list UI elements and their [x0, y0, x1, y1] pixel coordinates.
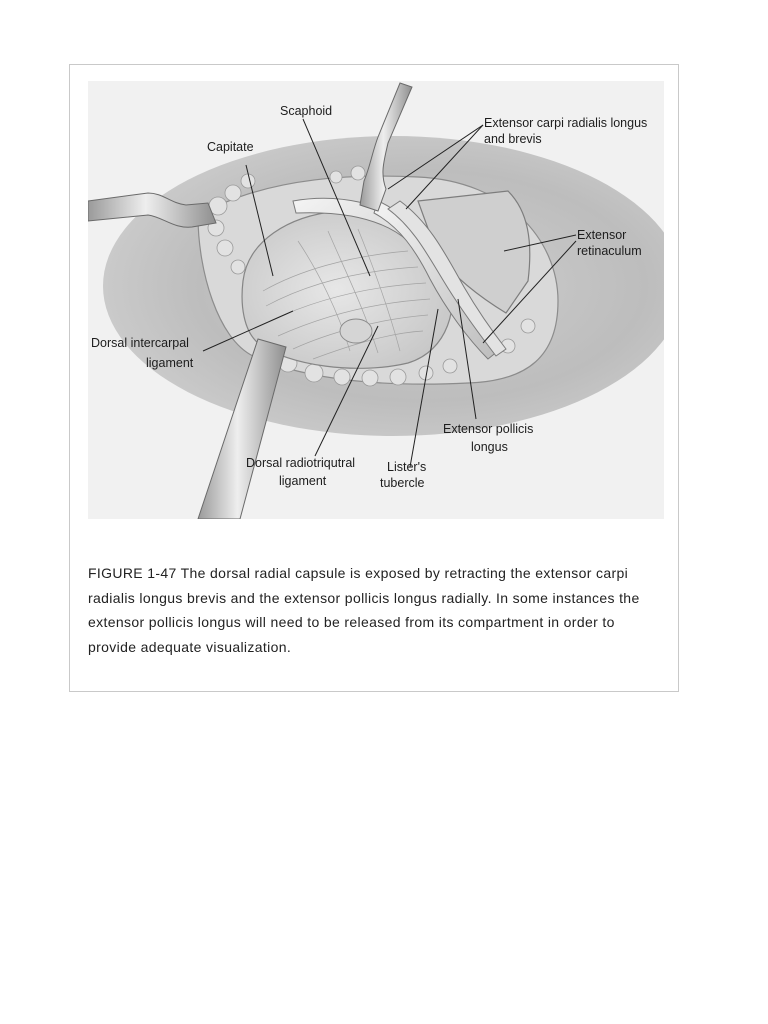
label-epl-line1: Extensor pollicis [443, 422, 534, 436]
label-dorsal-ic-line1: Dorsal intercarpal [91, 336, 189, 350]
label-ext-ret-line2: retinaculum [577, 244, 642, 258]
surgical-illustration [88, 81, 664, 519]
label-ecrl-line2: and brevis [484, 132, 542, 146]
label-drt-line1: Dorsal radiotriqutral [246, 456, 356, 470]
label-drt-line2: ligament [279, 474, 327, 488]
label-ecrl-line1: Extensor carpi radialis longus [484, 116, 648, 130]
label-ext-ret-line1: Extensor [577, 228, 627, 242]
tubercle-bulge [340, 319, 372, 343]
figure-frame [69, 64, 679, 692]
label-scaphoid: Scaphoid [280, 104, 333, 118]
label-lister-line2: tubercle [380, 476, 425, 490]
label-capitate: Capitate [207, 140, 254, 154]
label-dorsal-ic-line2: ligament [146, 356, 194, 370]
label-lister-line1: Lister's [387, 460, 427, 474]
figure-caption: FIGURE 1-47 The dorsal radial capsule is exposed by retracting the extensor carpi radialis longus brevis and the extensor pollicis longus radially. In some instances the extensor pollicis longus will need to be released from its compartment in order to provide adequate visualization. [88, 565, 640, 655]
label-epl-line2: longus [471, 440, 508, 454]
